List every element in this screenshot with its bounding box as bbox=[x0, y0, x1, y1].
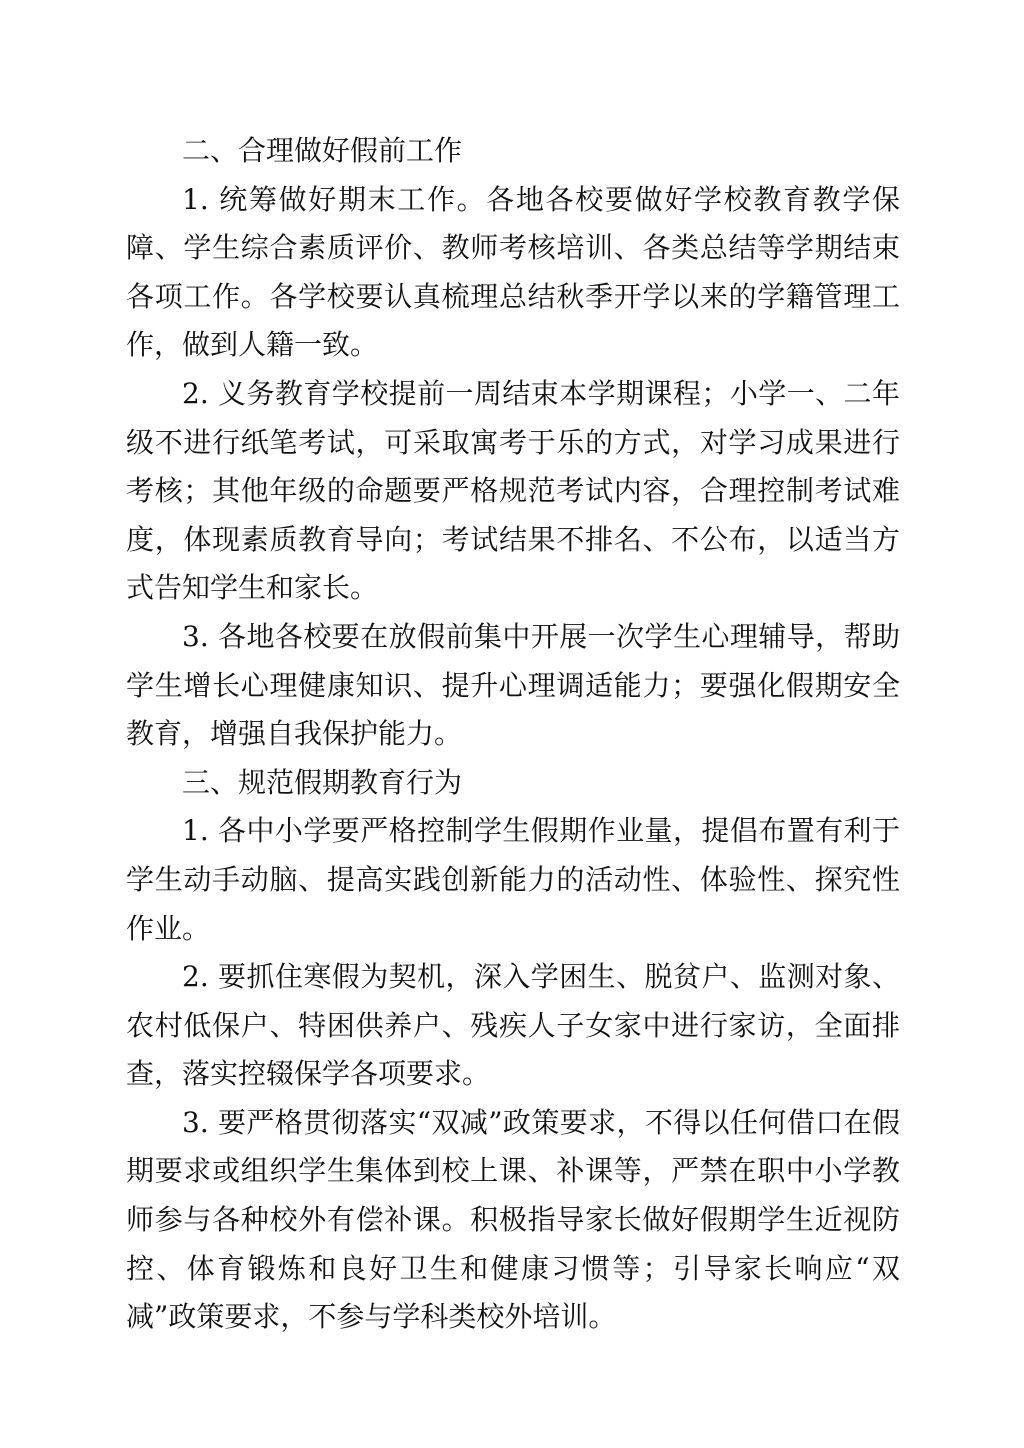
section-2-item-3: 3. 各地各校要在放假前集中开展一次学生心理辅导，帮助学生增长心理健康知识、提升心理调适能力；要强化假期安全教育，增强自我保护能力。 bbox=[126, 619, 900, 751]
section-3-item-3: 3. 要严格贯彻落实“双减”政策要求，不得以任何借口在假期要求或组织学生集体到校上课、补课等，严禁在职中小学教师参与各种校外有偿补课。积极指导家长做好假期学生近视防控、体育锻炼和良好卫生和健康习惯等；引导家长响应“双减”政策要求，不参与学科类校外培训。 bbox=[126, 1105, 900, 1334]
document-body bbox=[126, 127, 900, 1342]
section-heading-3: 三、规范假期教育行为 bbox=[182, 765, 463, 799]
section-2-item-2: 2. 义务教育学校提前一周结束本学期课程；小学一、二年级不进行纸笔考试，可采取寓考于乐的方式，对学习成果进行考核；其他年级的命题要严格规范考试内容，合理控制考试难度，体现素质教育导向；考试结果不排名、不公布，以适当方式告知学生和家长。 bbox=[126, 376, 900, 605]
section-heading-2: 二、合理做好假前工作 bbox=[182, 134, 463, 167]
section-3-item-1: 1. 各中小学要严格控制学生假期作业量，提倡布置有利于学生动手动脑、提高实践创新能力的活动性、体验性、探究性作业。 bbox=[126, 814, 900, 945]
section-3-item-2: 2. 要抓住寒假为契机，深入学困生、脱贫户、监测对象、农村低保户、特困供养户、残疾人子女家中进行家访，全面排查，落实控辍保学各项要求。 bbox=[126, 960, 900, 1091]
section-2-item-1: 1. 统筹做好期末工作。各地各校要做好学校教育教学保障、学生综合素质评价、教师考核培训、各类总结等学期结束各项工作。各学校要认真梳理总结秋季开学以来的学籍管理工作，做到人籍一致。 bbox=[126, 182, 900, 362]
